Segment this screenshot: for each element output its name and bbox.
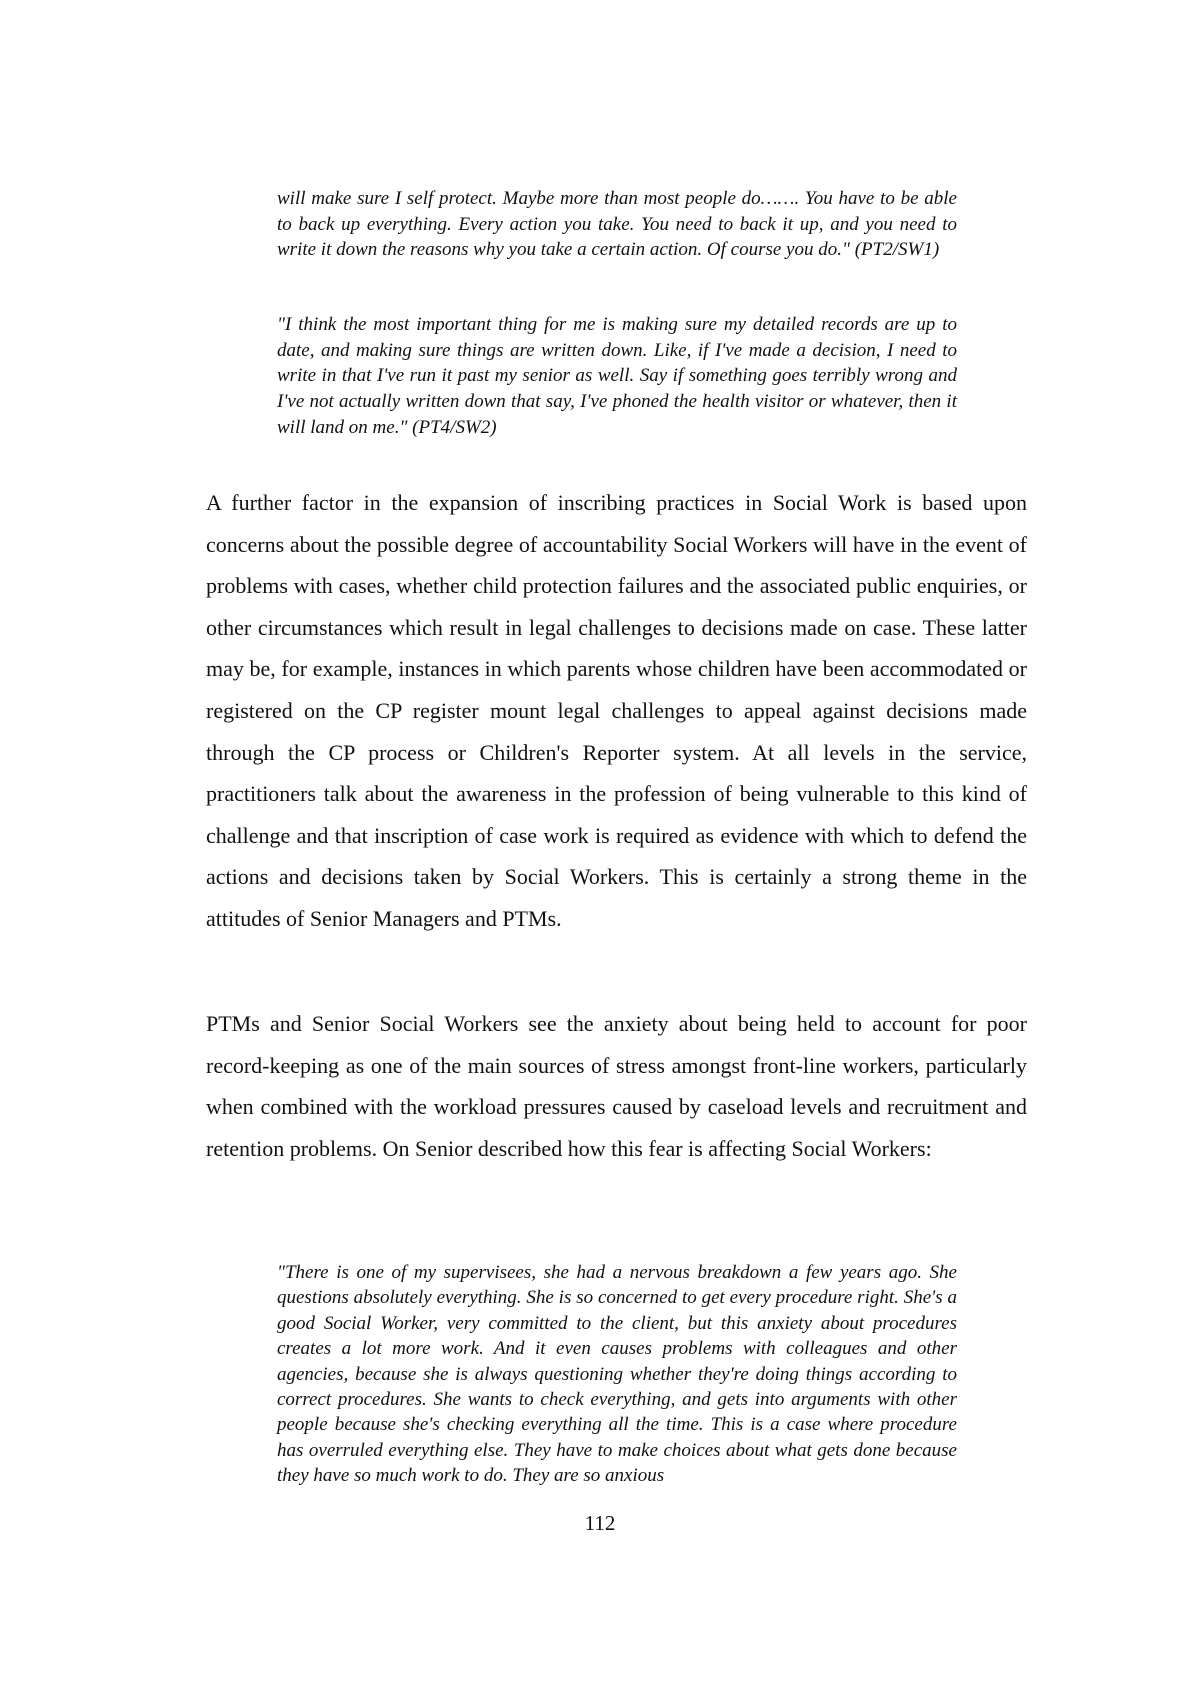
page-number: 112: [584, 1511, 616, 1535]
block-quote-pt4-sw2: "I think the most important thing for me is making sure my detailed records are up to date, and making sure things are written down. Like, if I've made a decision, I need to write in that I've run it past my senior as well. Say if something goes terribly wrong and I've not actually written down that say, I've phoned the health visitor or whatever, then it will land on me." (PT4/SW2): [277, 314, 957, 438]
body-paragraph-ptms-anxiety: PTMs and Senior Social Workers see the anxiety about being held to account for poor record-keeping as one of the main sources of stress amongst front-line workers, particularly when combined with the workload pressures caused by caseload levels and recruitment and retention problems. On Senior described how this fear is affecting Social Workers:: [206, 1011, 1027, 1161]
block-quote-continued: will make sure I self protect. Maybe more than most people do……. You have to be able to back up everything. Every action you take. You need to back it up, and you need to write it down the reasons why you take a certain action. Of course you do." (PT2/SW1): [277, 188, 957, 261]
block-quote-supervisee: "There is one of my supervisees, she had a nervous breakdown a few years ago. She questions absolutely everything. She is so concerned to get every procedure right. She's a good Social Worker, very committed to the client, but this anxiety about procedures creates a lot more work. And it even causes problems with colleagues and other agencies, because she is always questioning whether they're doing things according to correct procedures. She wants to check everything, and gets into arguments with other people because she's checking everything all the time. This is a case where procedure has overruled everything else. They have to make choices about what gets done because they have so much work to do. They are so anxious: [277, 1262, 957, 1487]
body-paragraph-accountability: A further factor in the expansion of inscribing practices in Social Work is based upon concerns about the possible degree of accountability Social Workers will have in the event of problems with cases, whether child protection failures and the associated public enquiries, or other circumstances which result in legal challenges to decisions made on case. These latter may be, for example, instances in which parents whose children have been accommodated or registered on the CP register mount legal challenges to appeal against decisions made through the CP process or Children's Reporter system. At all levels in the service, practitioners talk about the awareness in the profession of being vulnerable to this kind of challenge and that inscription of case work is required as evidence with which to defend the actions and decisions taken by Social Workers. This is certainly a strong theme in the attitudes of Senior Managers and PTMs.: [206, 490, 1027, 931]
